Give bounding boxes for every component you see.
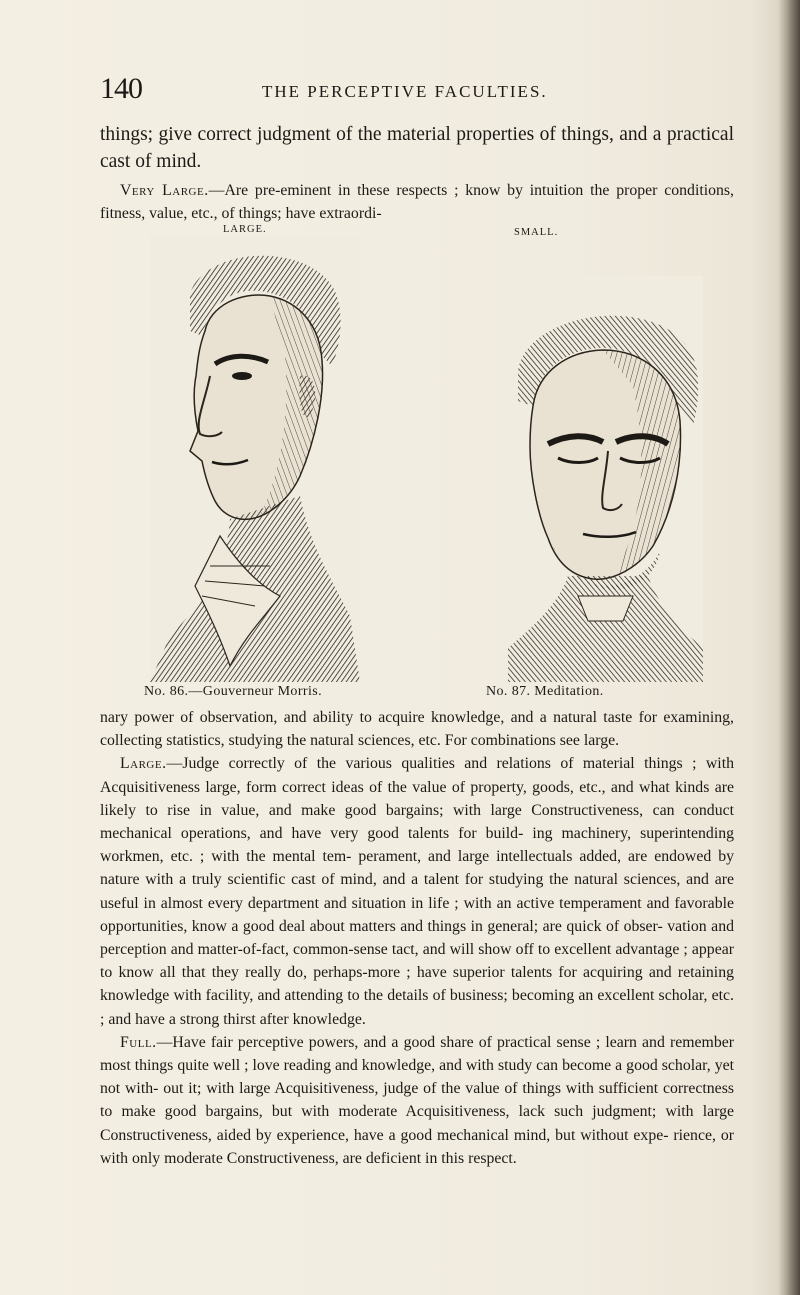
page-header xyxy=(0,72,800,112)
full-label: Full. xyxy=(120,1033,157,1051)
page-number: 140 xyxy=(100,72,142,105)
lead-paragraph: things; give correct judgment of the material properties of things, and a practical cast of mind. xyxy=(100,124,734,172)
large-label: Large. xyxy=(120,755,167,773)
continuation-paragraph: nary power of observation, and ability to acquire knowledge, and a natural taste for examining, collecting statistics, studying the natural sciences, etc. For combinations see large. xyxy=(100,709,734,750)
very-large-text: —Are pre-eminent in these respects ; know by intuition the proper conditions, fitness, value, etc., of things; have extraordi- xyxy=(100,182,734,222)
very-large-label: Very Large. xyxy=(120,182,209,199)
body-text xyxy=(100,706,734,1170)
small-figure-label: SMALL. xyxy=(514,227,559,238)
small-figure-caption: No. 87. Meditation. xyxy=(486,684,604,699)
portrait-large-engraving xyxy=(150,236,360,682)
large-figure-caption: No. 86.—Gouverneur Morris. xyxy=(144,684,322,699)
large-figure-label: LARGE. xyxy=(223,224,267,235)
page-edge-shadow xyxy=(778,0,800,1295)
very-large-paragraph xyxy=(100,179,734,225)
large-paragraph xyxy=(100,752,734,1030)
full-paragraph xyxy=(100,1031,734,1170)
full-text: —Have fair perceptive powers, and a good share of practical sense ; learn and remember most things quite well ; love reading and knowledge, and with study can become a good scholar, yet not with- out it; with large Acquisitiveness, judge of the value of things with sufficient correctness to make good bargains, but with moderate Acquisitiveness, lack such judgment; with large Constructiveness, aided by experience, have a good mechanical mind, but without expe- rience, or with only moderate Constructiveness, are deficient in this respect. xyxy=(100,1033,734,1167)
running-head: THE PERCEPTIVE FACULTIES. xyxy=(262,82,548,101)
large-text: —Judge correctly of the various qualities and relations of material things ; with Acquisitiveness large, form correct ideas of the value of property, goods, etc., and what kinds are likely to rise in value, and make good bargains; with large Constructiveness, can conduct mechanical operations, and have very good talents for build- ing machinery, superintending workmen, etc. ; with the mental tem- perament, and large intellectuals added, are endowed by nature with a truly scientific cast of mind, and a talent for studying the natural sciences, and are useful in almost every department and situation in life ; with an active temperament and favorable opportunities, know a good deal about matters and things in general; are quick of obser- vation and perception and matter-of-fact, common-sense tact, and will show off to excellent advantage ; appear to know all that they really do, perhaps-more ; have superior talents for acquiring and retaining knowledge with facility, and attending to the details of business; becoming an excellent scholar, etc. ; and have a strong thirst after knowledge. xyxy=(100,755,734,1028)
portrait-small-engraving xyxy=(508,276,703,682)
